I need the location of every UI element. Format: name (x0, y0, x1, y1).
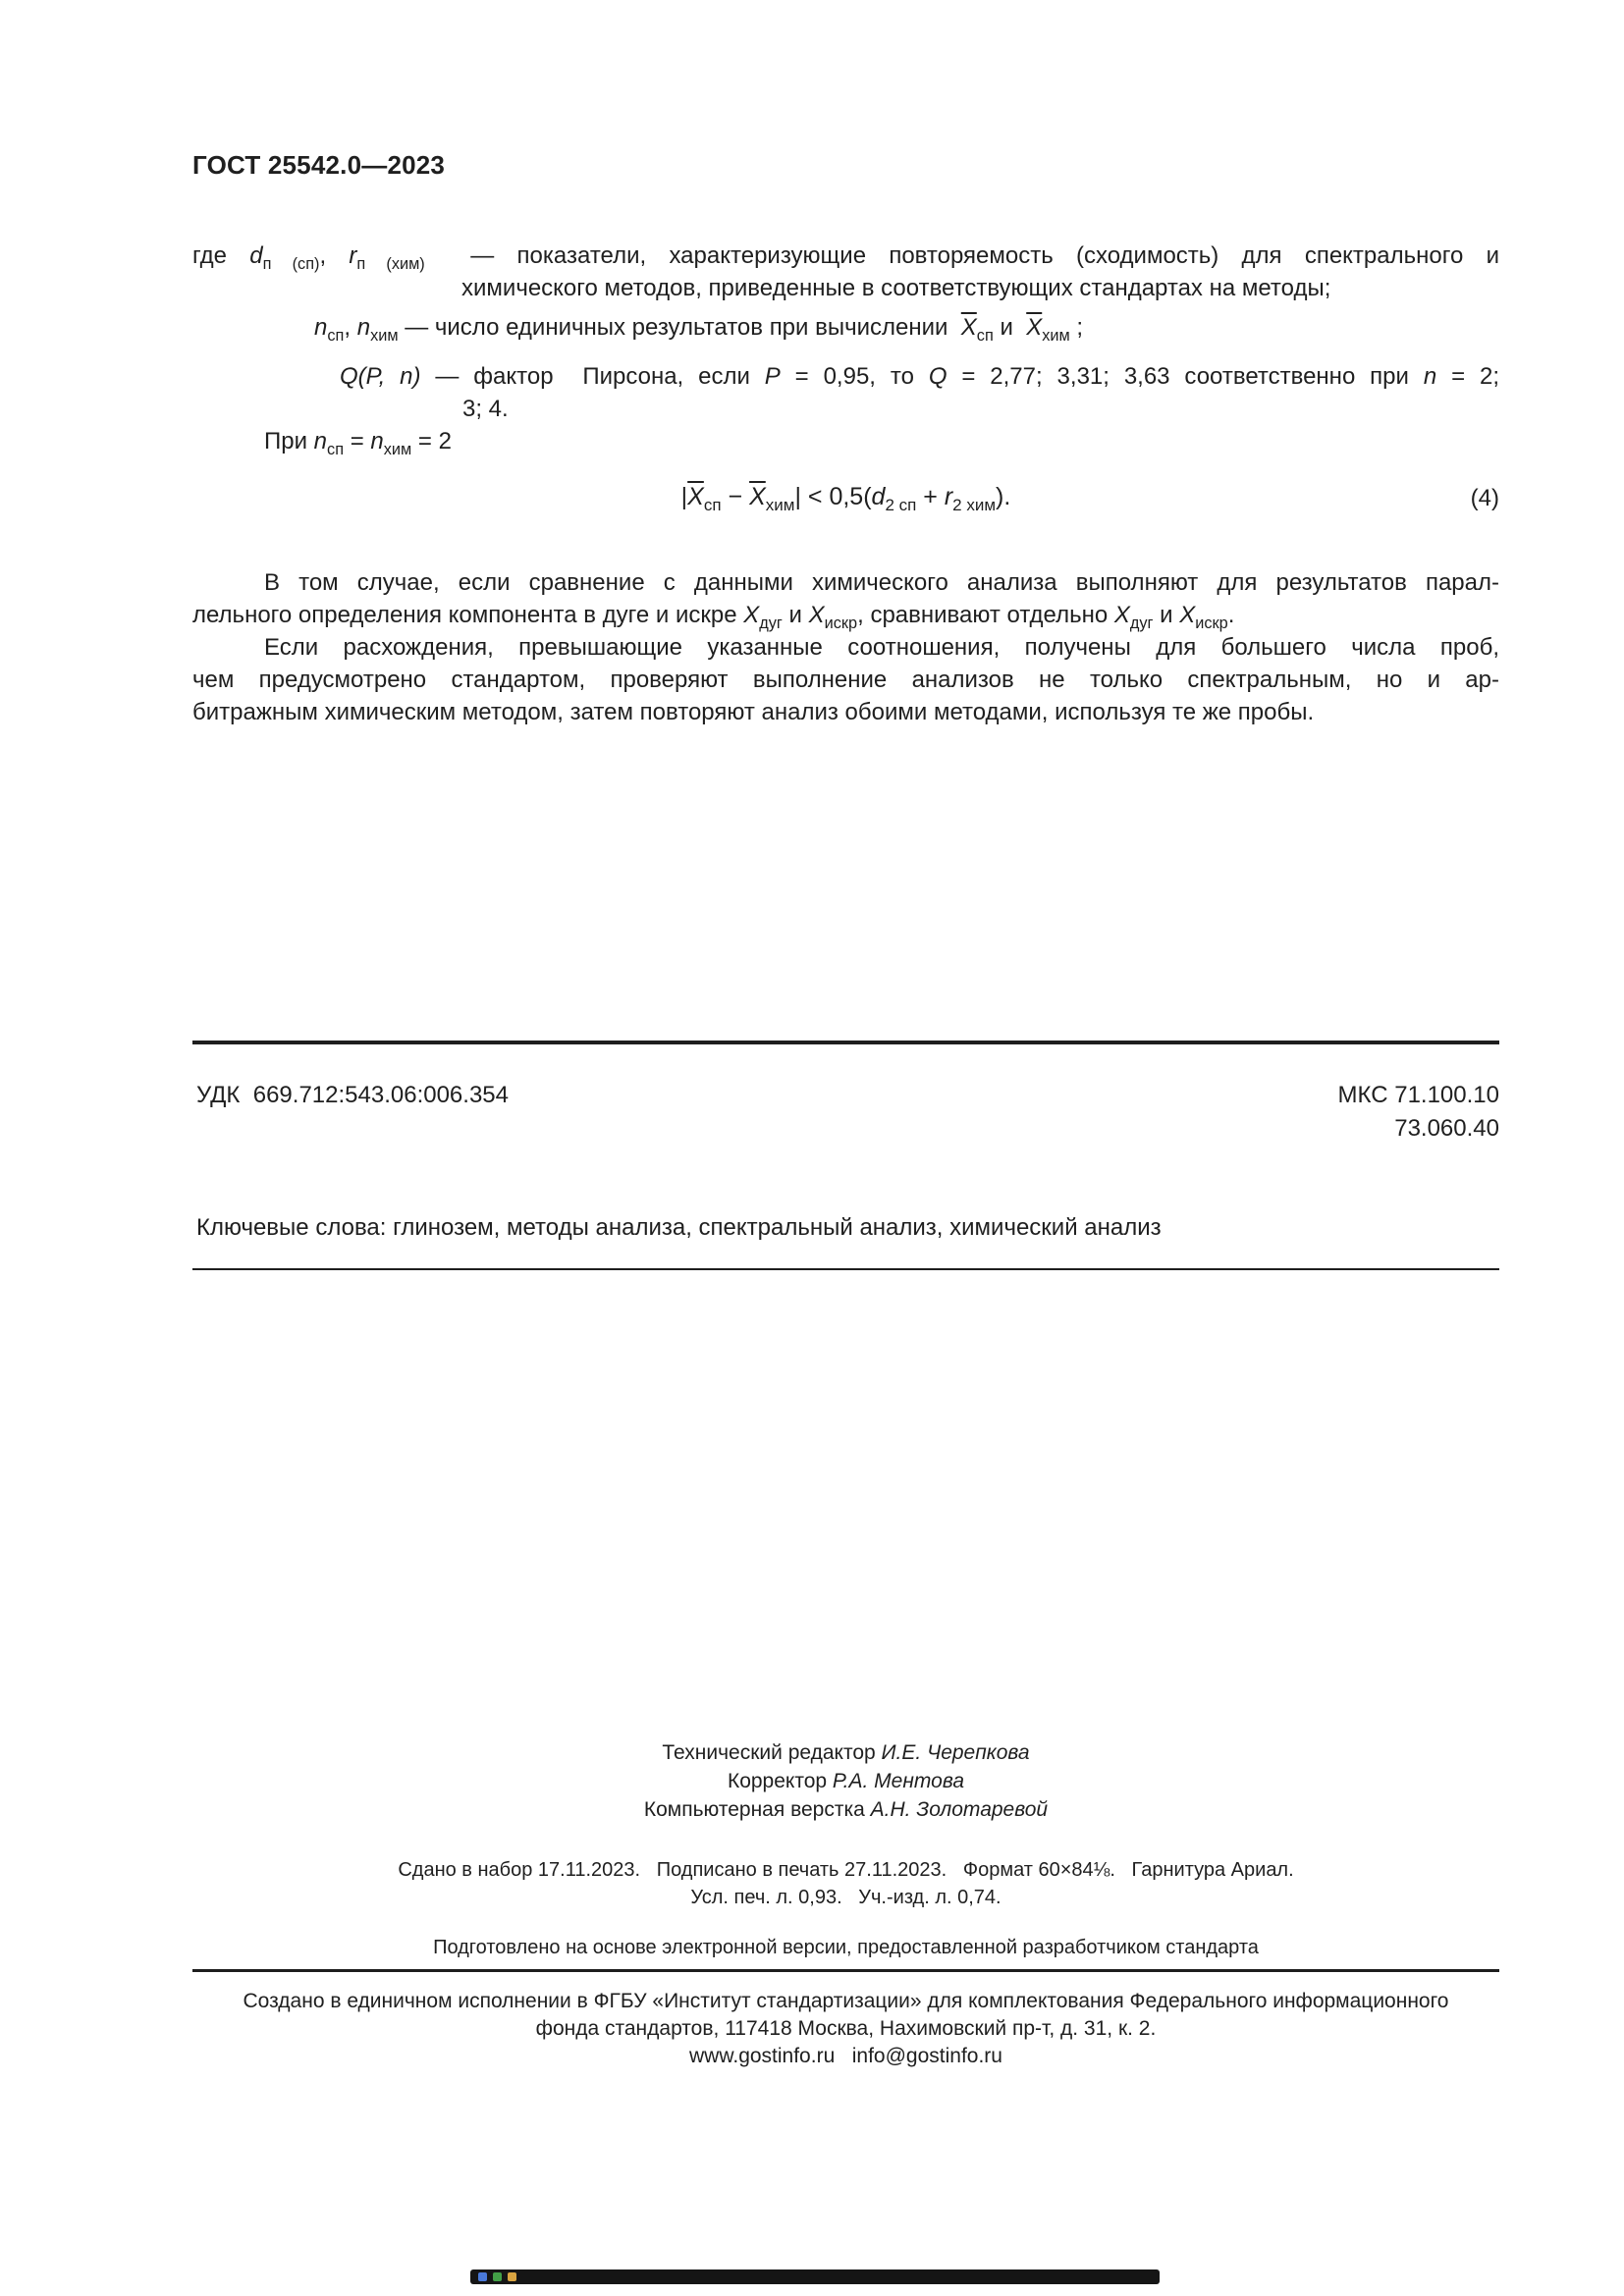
imprint-line1: Сдано в набор 17.11.2023. Подписано в печать 27.11.2023. Формат 60×84⅛. Гарнитура Ариал. (398, 1859, 1294, 1881)
keywords-line: Ключевые слова: глинозем, методы анализа, спектральный анализ, химический анализ (196, 1214, 1162, 1241)
paragraph1-line2: лельного определения компонента в дуге и искре $X_{дуг}$ и $X_{искр}$, сравнивают отдельно $X_{дуг}$ и $X_{искр}$. (192, 602, 1235, 632)
formula-expression: $|\overline{X}_{сп} - \overline{X}_{хим}| < 0,5(d_{2 сп} + r_{2 хим})$. (680, 483, 1011, 514)
taskbar-app-icon-3[interactable] (508, 2272, 516, 2281)
divider-footer (192, 1969, 1499, 1972)
issuer-line2: фонда стандартов, 117418 Москва, Нахимовский пр-т, д. 31, к. 2. (535, 2017, 1157, 2040)
divider-thick (192, 1041, 1499, 1044)
definition-row3-line2: 3; 4. (462, 396, 509, 422)
condition-line: При $n_{сп} = n_{хим} = 2$ (264, 428, 452, 458)
definition-row1-line1: где $d_{п (сп)}$, $r_{п (хим)}$ — показатели, характеризующие повторяемость (сходимость) для спектрального и (192, 242, 1499, 273)
mks-code-line1: МКС 71.100.10 (1337, 1082, 1499, 1108)
definition-row3-line1: Q(P, n) — фактор Пирсона, если P = 0,95, то Q = 2,77; 3,31; 3,63 соответственно при n = 2; (340, 363, 1500, 390)
issuer-line3: www.gostinfo.ru info@gostinfo.ru (689, 2045, 1002, 2067)
formula-number: (4) (1470, 485, 1499, 511)
paragraph2-line1: Если расхождения, превышающие указанные соотношения, получены для большего числа проб, (264, 634, 1499, 661)
paragraph1-line1: В том случае, если сравнение с данными химического анализа выполняют для результатов парал- (264, 569, 1499, 596)
taskbar-app-icon-1[interactable] (478, 2272, 487, 2281)
divider-thin (192, 1268, 1499, 1270)
imprint-line2: Усл. печ. л. 0,93. Уч.-изд. л. 0,74. (690, 1887, 1001, 1908)
mks-code-line2: 73.060.40 (1394, 1115, 1499, 1142)
doc-number-header: ГОСТ 25542.0—2023 (192, 150, 446, 180)
taskbar-app-icon-2[interactable] (493, 2272, 502, 2281)
definition-row1-line2: химического методов, приведенные в соответствующих стандартах на методы; (461, 275, 1331, 301)
definition-row2: $n_{сп}$, $n_{хим}$ — число единичных результатов при вычислении $\overline{X}_{сп}$ и $\overline{X}_{хим}$ ; (314, 314, 1084, 345)
formula-block (192, 483, 1499, 514)
colophon-layout: Компьютерная верстка А.Н. Золотаревой (643, 1798, 1049, 1821)
udk-code: УДК 669.712:543.06:006.354 (196, 1082, 509, 1108)
issuer-line1: Создано в единичном исполнении в ФГБУ «Институт стандартизации» для комплектования Федерального информационного (243, 1990, 1449, 2012)
paragraph2-line3: битражным химическим методом, затем повторяют анализ обоими методами, используя те же пробы. (192, 699, 1315, 725)
prepared-note: Подготовлено на основе электронной версии, предоставленной разработчиком стандарта (433, 1937, 1259, 1958)
paragraph2-line2: чем предусмотрено стандартом, проверяют выполнение анализов не только спектральным, но и ар- (192, 667, 1499, 693)
colophon-editor: Технический редактор И.Е. Черепкова (662, 1741, 1030, 1764)
taskbar-sliver[interactable] (470, 2269, 1160, 2284)
colophon-corrector: Корректор Р.А. Ментова (727, 1770, 965, 1792)
